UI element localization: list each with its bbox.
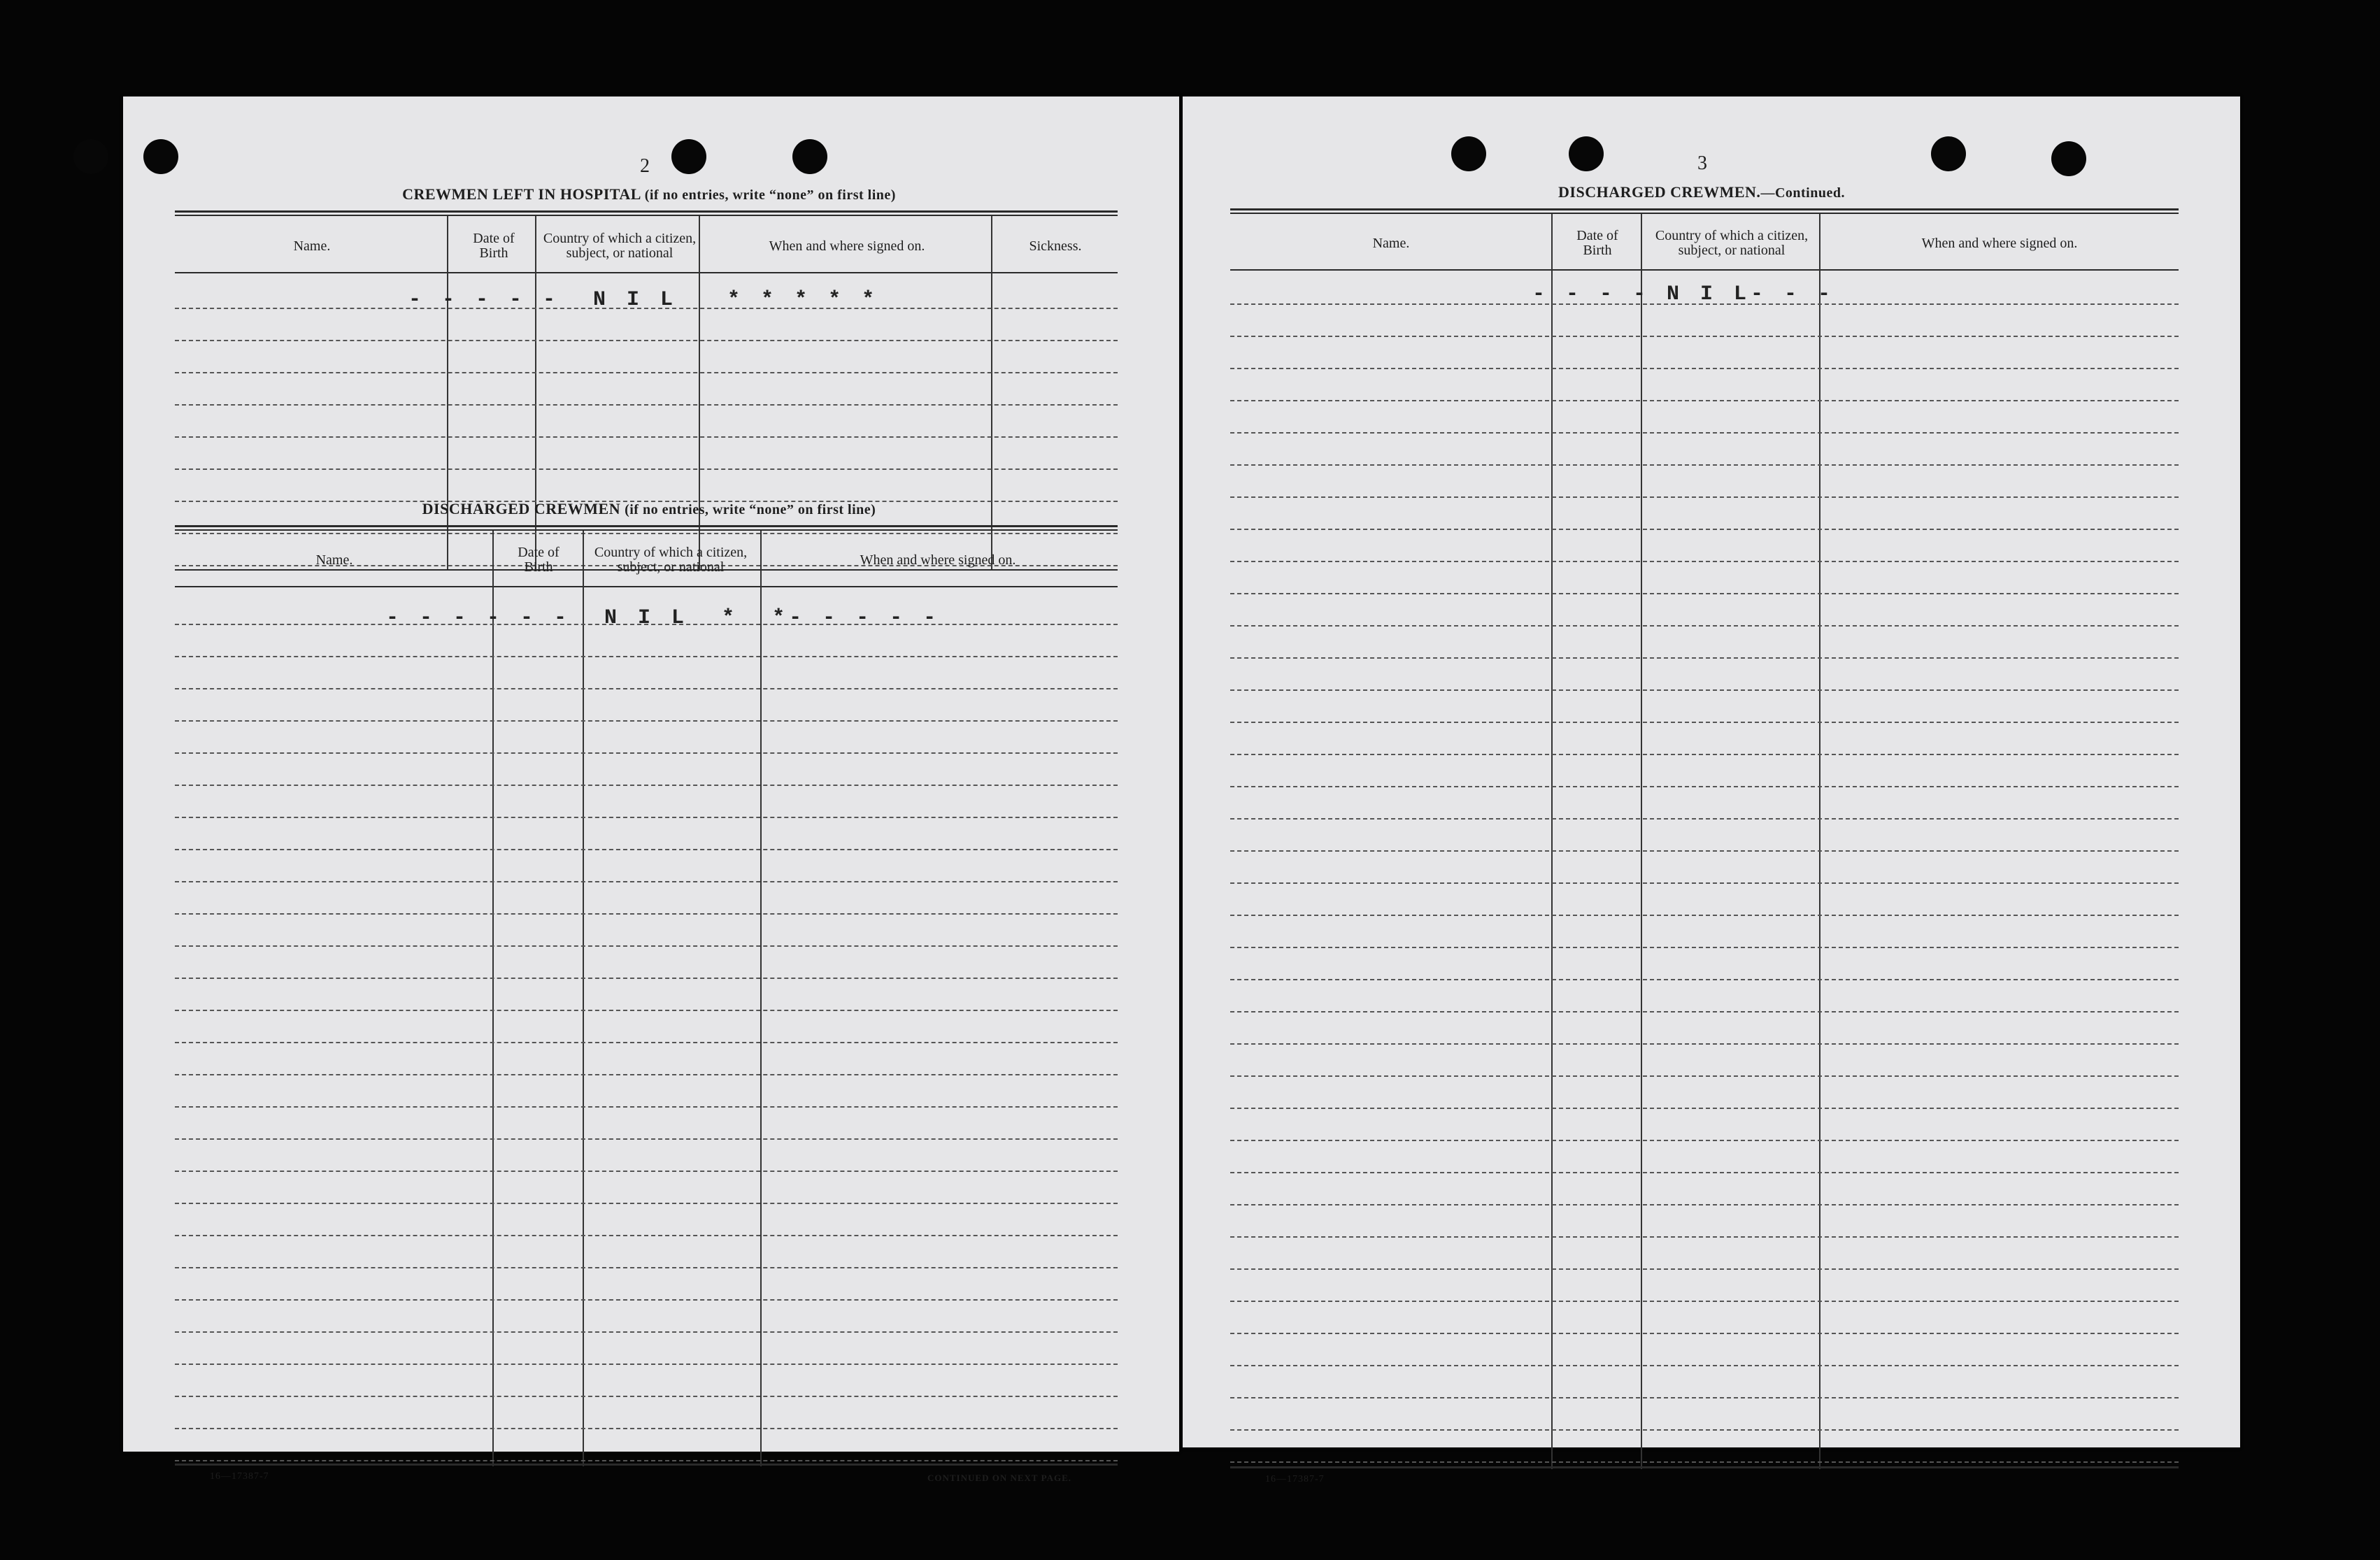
ruled-line <box>1230 1011 2179 1012</box>
ruled-line <box>175 913 1118 915</box>
page-number: 3 <box>1697 152 1707 174</box>
ruled-line <box>1230 786 2179 787</box>
ruled-line <box>1230 561 2179 562</box>
discharged-title-text: DISCHARGED CREWMEN <box>422 500 621 517</box>
discharged-section-title <box>422 500 876 518</box>
col-header-signed-on: When and where signed on. <box>860 552 1016 568</box>
ruled-line <box>1230 657 2179 659</box>
form-code: 16—17387-7 <box>210 1471 269 1482</box>
ruled-line <box>175 817 1118 818</box>
discharged-typed-entry: - - - - - - N I L * *- - - - - <box>386 606 941 630</box>
ruled-line <box>1230 1108 2179 1109</box>
ruled-line <box>175 945 1118 947</box>
ruled-line <box>175 1299 1118 1301</box>
col-header-signed-on: When and where signed on. <box>1921 235 2078 251</box>
col-header-country: Country of which a citizen, subject, or national <box>594 545 748 575</box>
punch-hole <box>73 139 108 174</box>
ruled-line <box>1230 1268 2179 1270</box>
ruled-line <box>175 372 1118 373</box>
page-number: 2 <box>640 155 650 177</box>
ruled-line <box>175 752 1118 754</box>
ruled-line <box>1230 432 2179 434</box>
ruled-line <box>1230 1236 2179 1238</box>
ruled-line <box>1230 689 2179 691</box>
punch-hole <box>1569 136 1604 171</box>
ruled-line <box>175 1010 1118 1011</box>
ruled-line <box>175 1074 1118 1075</box>
ruled-line <box>1230 1075 2179 1077</box>
ruled-line <box>1230 915 2179 916</box>
ruled-line <box>1230 1429 2179 1431</box>
col-header-country: Country of which a citizen, subject, or national <box>1655 228 1809 258</box>
ruled-line <box>1230 625 2179 627</box>
ruled-line <box>1230 400 2179 401</box>
col-header-date-of-birth: Date of Birth <box>1576 228 1618 258</box>
hospital-typed-entry: - - - - - N I L * * * * * <box>408 288 879 312</box>
punch-hole <box>2051 141 2086 176</box>
ruled-line <box>1230 593 2179 594</box>
ruled-line <box>1230 1461 2179 1463</box>
punch-hole <box>671 139 706 174</box>
ruled-line <box>1230 1172 2179 1173</box>
ruled-line <box>175 656 1118 657</box>
ruled-line <box>175 1396 1118 1397</box>
hospital-instruction: (if no entries, write “none” on first line) <box>644 187 896 203</box>
ruled-line <box>1230 368 2179 369</box>
col-header-country: Country of which a citizen, subject, or national <box>543 231 697 261</box>
punch-hole <box>1931 136 1966 171</box>
col-header-name: Name. <box>315 552 353 568</box>
ruled-line <box>175 785 1118 786</box>
discharged-continued-typed-entry: - - - - N I L- - - <box>1532 282 1835 306</box>
ruled-line <box>175 1235 1118 1236</box>
col-header-name: Name. <box>293 238 331 254</box>
discharged-instruction: (if no entries, write “none” on first line) <box>625 502 876 517</box>
discharged-continued-subtitle: —Continued. <box>1760 185 1845 201</box>
ruled-line <box>175 1364 1118 1365</box>
punch-hole <box>792 139 827 174</box>
ruled-line <box>175 720 1118 722</box>
ruled-line <box>175 1267 1118 1268</box>
ruled-line <box>175 436 1118 438</box>
ruled-line <box>1230 882 2179 884</box>
ruled-line <box>1230 754 2179 755</box>
ruled-line <box>1230 1043 2179 1045</box>
col-header-date-of-birth: Date of Birth <box>518 545 560 575</box>
punch-hole <box>143 139 178 174</box>
ruled-line <box>175 881 1118 882</box>
form-code: 16—17387-7 <box>1265 1474 1325 1484</box>
ruled-line <box>1230 818 2179 820</box>
ruled-line <box>1230 850 2179 852</box>
ruled-line <box>1230 1333 2179 1334</box>
left-page <box>123 96 1179 1483</box>
ruled-line <box>1230 529 2179 530</box>
ruled-line <box>1230 1301 2179 1302</box>
ruled-line <box>175 1106 1118 1108</box>
ruled-line <box>1230 979 2179 980</box>
ruled-line <box>175 340 1118 341</box>
ruled-line <box>1230 947 2179 948</box>
ruled-line <box>175 688 1118 689</box>
col-header-date-of-birth: Date of Birth <box>473 231 515 261</box>
ruled-line <box>1230 496 2179 498</box>
right-page <box>1183 96 2240 1484</box>
punch-hole <box>1451 136 1486 171</box>
col-header-sickness: Sickness. <box>1029 238 1082 254</box>
discharged-continued-title-text: DISCHARGED CREWMEN. <box>1558 183 1761 201</box>
ruled-line <box>1230 1140 2179 1141</box>
col-header-name: Name. <box>1372 235 1410 251</box>
hospital-title-text: CREWMEN LEFT IN HOSPITAL <box>402 185 641 203</box>
ruled-line <box>175 978 1118 979</box>
ruled-line <box>1230 336 2179 337</box>
ruled-line <box>1230 722 2179 723</box>
continued-note: CONTINUED ON NEXT PAGE. <box>927 1473 1071 1483</box>
ruled-line <box>175 1460 1118 1461</box>
ruled-line <box>1230 1397 2179 1398</box>
ruled-line <box>175 1042 1118 1043</box>
ruled-line <box>1230 464 2179 466</box>
ruled-line <box>175 1171 1118 1172</box>
ruled-line <box>1230 1204 2179 1205</box>
ruled-line <box>1230 1365 2179 1366</box>
hospital-section-title <box>402 185 896 203</box>
col-header-signed-on: When and where signed on. <box>769 238 925 254</box>
ruled-line <box>175 1138 1118 1140</box>
ruled-line <box>175 404 1118 406</box>
ruled-line <box>175 1331 1118 1333</box>
ruled-line <box>175 1428 1118 1429</box>
ruled-line <box>175 849 1118 850</box>
ruled-line <box>175 1203 1118 1204</box>
ruled-line <box>175 468 1118 470</box>
discharged-continued-title <box>1558 183 1845 201</box>
